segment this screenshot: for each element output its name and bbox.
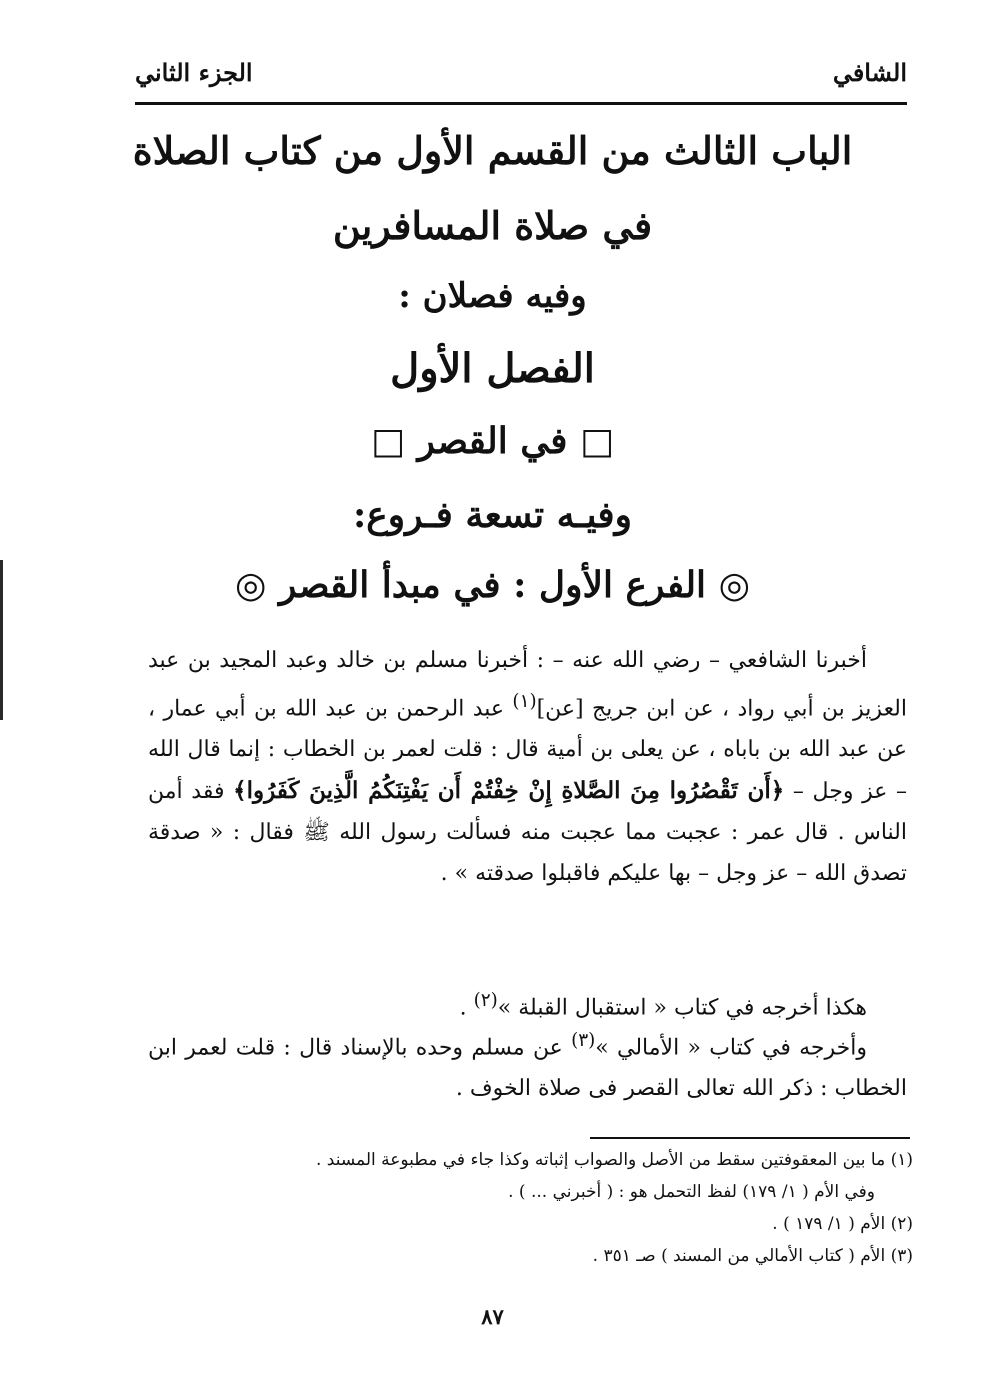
footnote-ref-2: (٢) [473, 990, 498, 1011]
branches-note: وفيـه تسعة فـروع: [353, 494, 632, 536]
header-volume-title: الجزء الثاني [135, 58, 253, 87]
page-number: ٨٧ [481, 1304, 504, 1329]
header-rule [135, 102, 907, 105]
quran-verse: ﴿أَن تَقْصُرُوا مِنَ الصَّلاةِ إِنْ خِفْتُمْ أَن يَفْتِنَكُمُ الَّذِينَ كَفَرُوا﴾ [233, 777, 785, 805]
section-topic: □ في القصر □ [370, 420, 615, 462]
chapter-title: الباب الثالث من القسم الأول من كتاب الصلاة [132, 128, 853, 173]
paragraph-text: عن مسلم وحده بالإسناد قال : قلت لعمر ابن الخطاب : ذكر الله تعالى القصر فى صلاة الخوف . [148, 1035, 907, 1102]
header-book-title: الشافي [832, 58, 907, 87]
paragraph-text: وأخرجه في كتاب « الأمالي » [595, 1035, 867, 1061]
footnote-ref-1: (١) [512, 691, 537, 712]
section-title: الفصل الأول [390, 345, 595, 392]
branch-title: ◎ الفرع الأول : في مبدأ القصر ◎ [235, 564, 750, 606]
scan-edge-mark [0, 560, 3, 720]
paragraph-text: فقد أمن الناس . قال عمر : عجبت مما عجبت منه فسألت رسول الله ﷺ فقال : « صدقة تصدق الله – عز وجل – بها عليكم فاقبلوا صدقته » . [148, 779, 907, 887]
footnote-3: (٣) الأم ( كتاب الأمالي من المسند ) صـ ٣٥١ . [592, 1246, 913, 1266]
footnote-ref-3: (٣) [571, 1030, 596, 1051]
footnotes [200, 1144, 913, 1272]
chapter-sections-note: وفيه فصلان : [398, 276, 587, 316]
footnote-1: (١) ما بين المعقوفتين سقط من الأصل والصواب إثباته وكذا جاء في مطبوعة المسند . [315, 1150, 913, 1170]
running-header [135, 52, 907, 100]
paragraph-text: . [459, 995, 474, 1021]
paragraph-hadith [148, 640, 907, 894]
paragraph-text: عبد الرحمن بن عبد الله بن أبي عمار ، عن عبد الله بن باباه ، عن يعلى بن أمية قال : قلت لعمر بن الخطاب : إنما قال الله – عز وجل – [148, 696, 908, 805]
chapter-subtitle: في صلاة المسافرين [332, 203, 653, 248]
footnote-2: (٢) الأم ( ١/ ١٧٩ ) . [772, 1214, 913, 1234]
paragraph-text: أخبرنا الشافعي – رضي الله عنه – : أخبرنا مسلم بن خالد وعبد المجيد بن عبد العزيز بن أبي رواد ، عن ابن جريج [عن] [148, 648, 907, 722]
paragraph-text: هكذا أخرجه في كتاب « استقبال القبلة » [497, 995, 867, 1021]
footnote-1-continuation: وفي الأم ( ١/ ١٧٩) لفظ التحمل هو : ( أخبرني ... ) . [508, 1182, 875, 1202]
paragraph-source-2 [148, 1020, 907, 1109]
footnote-separator [590, 1137, 910, 1139]
